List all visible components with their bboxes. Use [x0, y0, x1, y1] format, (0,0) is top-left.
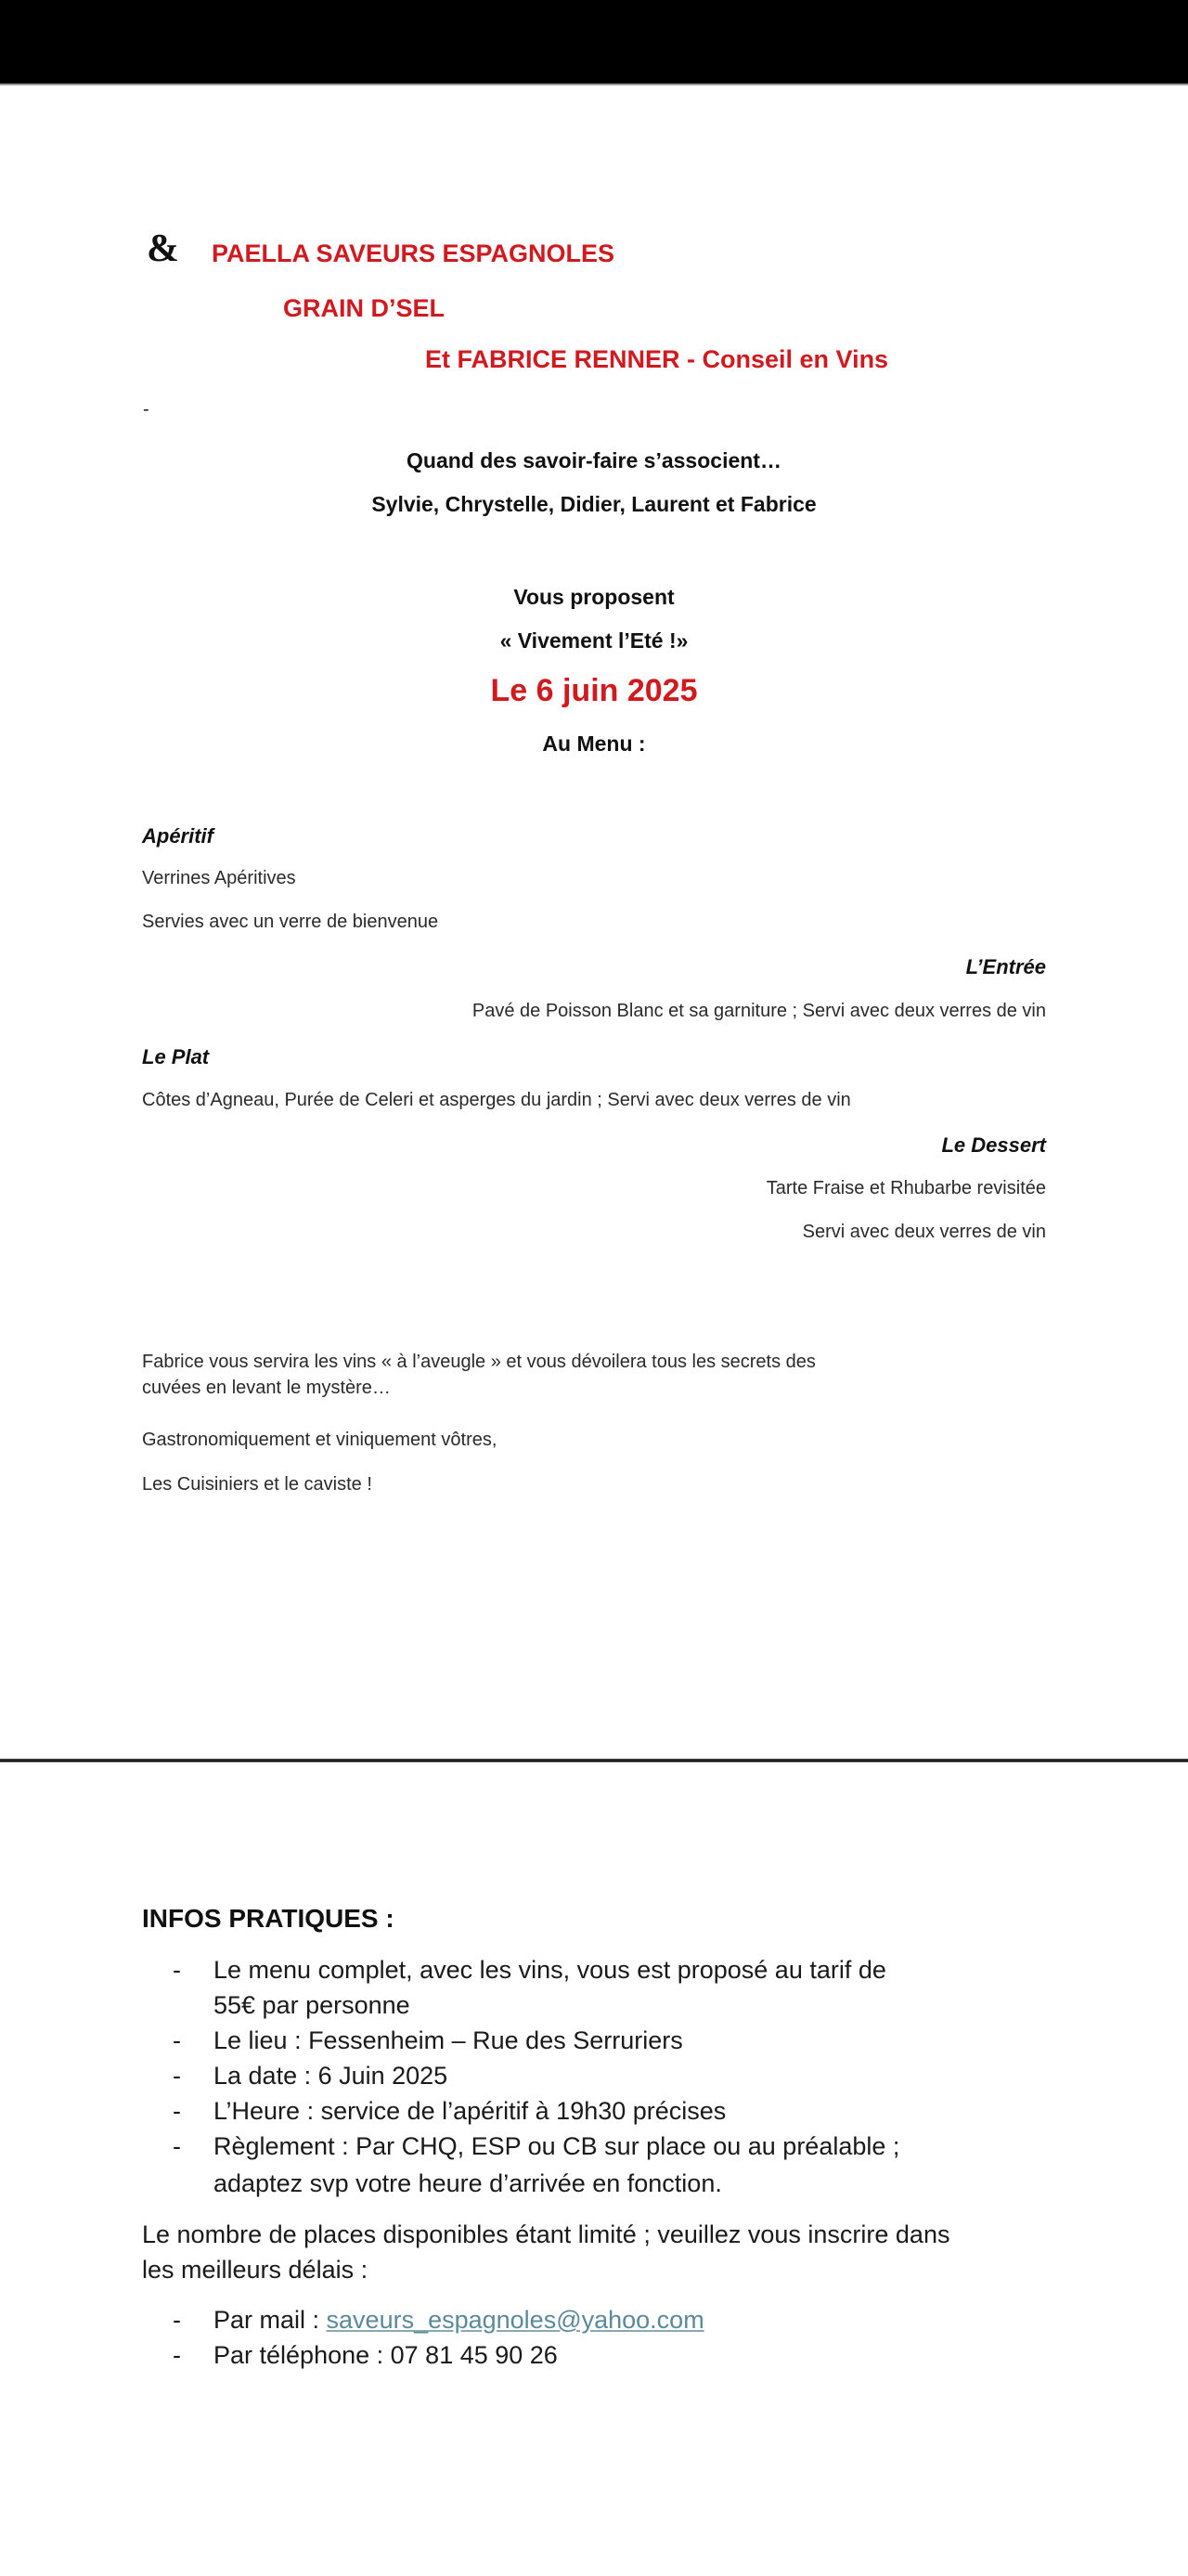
phone-label: Par téléphone : — [213, 2341, 391, 2369]
aperitif-dish: Verrines Apéritives — [142, 868, 296, 888]
mail-label: Par mail : — [213, 2306, 327, 2334]
event-title: « Vivement l’Eté !» — [499, 628, 689, 653]
dessert-dish: Tarte Fraise et Rhubarbe revisitée — [766, 1178, 1046, 1198]
event-date: Le 6 juin 2025 — [490, 673, 698, 708]
entree-dish: Pavé de Poisson Blanc et sa garniture ; Servi avec deux verres de vin — [471, 1001, 1046, 1021]
header-line-paella: PAELLA SAVEURS ESPAGNOLES — [212, 239, 615, 267]
list-dash: - — [173, 2062, 181, 2090]
list-dash: - — [173, 2132, 181, 2160]
intro-line: Quand des savoir-faire s’associent… — [407, 448, 781, 472]
top-black-bar — [0, 0, 1188, 85]
stray-dash: - — [143, 399, 149, 420]
signoff-line1: Gastronomiquement et viniquement vôtres, — [142, 1430, 497, 1450]
closing-paragraph-line2: cuvées en levant le mystère… — [142, 1378, 391, 1398]
header-line-grain-dsel: GRAIN D’SEL — [283, 294, 446, 322]
plat-dish: Côtes d’Agneau, Purée de Celeri et asperges du jardin ; Servi avec deux verres de vin — [142, 1090, 851, 1110]
list-dash: - — [173, 2306, 181, 2334]
email-link[interactable]: saveurs_espagnoles@yahoo.com — [326, 2306, 704, 2334]
intro-names: Sylvie, Chrystelle, Didier, Laurent et Fabrice — [371, 492, 817, 516]
signoff-line2: Les Cuisiniers et le caviste ! — [142, 1474, 372, 1495]
ampersand-logo: & — [147, 227, 179, 270]
course-aperitif-heading: Apéritif — [142, 824, 213, 848]
list-dash: - — [173, 2097, 181, 2125]
menu-label: Au Menu : — [542, 731, 646, 756]
places-line2: les meilleurs délais : — [142, 2256, 368, 2284]
list-dash: - — [173, 2026, 181, 2054]
event-propose: Vous proposent — [513, 585, 675, 609]
header-line-fabrice: Et FABRICE RENNER - Conseil en Vins — [425, 345, 889, 373]
aperitif-wine: Servies avec un verre de bienvenue — [142, 912, 439, 932]
dessert-wine: Servi avec deux verres de vin — [802, 1222, 1046, 1242]
list-dash: - — [173, 2341, 181, 2369]
places-line1: Le nombre de places disponibles étant limité ; veuillez vous inscrire dans — [142, 2220, 950, 2248]
course-plat-heading: Le Plat — [142, 1045, 210, 1068]
page-divider — [0, 1759, 1188, 1762]
course-entree-heading: L’Entrée — [965, 955, 1046, 978]
course-dessert-heading: Le Dessert — [941, 1133, 1046, 1157]
list-dash: - — [173, 1956, 181, 1984]
infos-title: INFOS PRATIQUES : — [142, 1904, 394, 1933]
closing-paragraph-line1: Fabrice vous servira les vins « à l’aveugle » et vous dévoilera tous les secrets des — [142, 1352, 816, 1372]
phone-number: 07 81 45 90 26 — [390, 2341, 558, 2369]
